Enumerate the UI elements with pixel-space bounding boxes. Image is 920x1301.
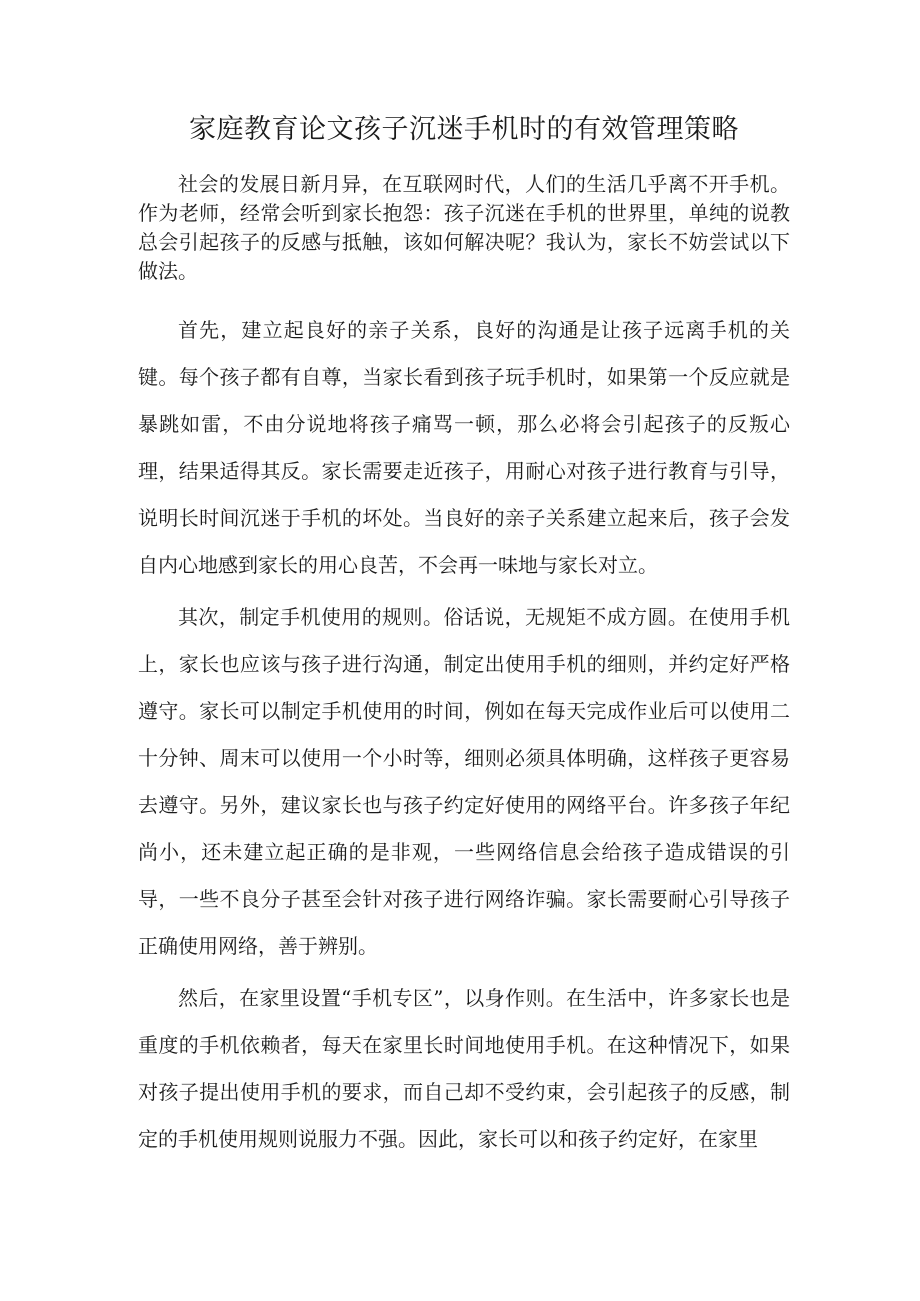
document-title: 家庭教育论文孩子沉迷手机时的有效管理策略 [189,114,739,145]
paragraph-intro: 社会的发展日新月异，在互联网时代，人们的生活几乎离不开手机。作为老师，经常会听到家长抱怨：孩子沉迷在手机的世界里，单纯的说教总会引起孩子的反感与抵触，该如何解决呢？我认为，家长不妨尝试以下做法。 [138,172,790,283]
paragraph-second: 其次，制定手机使用的规则。俗话说，无规矩不成方圆。在使用手机上，家长也应该与孩子进行沟通，制定出使用手机的细则，并约定好严格遵守。家长可以制定手机使用的时间，例如在每天完成作业后可以使用二十分钟、周末可以使用一个小时等，细则必须具体明确，这样孩子更容易去遵守。另外，建议家长也与孩子约定好使用的网络平台。许多孩子年纪尚小，还未建立起正确的是非观，一些网络信息会给孩子造成错误的引导，一些不良分子甚至会针对孩子进行网络诈骗。家长需要耐心引导孩子正确使用网络，善于辨别。 [138,605,790,958]
paragraph-first: 首先，建立起良好的亲子关系，良好的沟通是让孩子远离手机的关键。每个孩子都有自尊，当家长看到孩子玩手机时，如果第一个反应就是暴跳如雷，不由分说地将孩子痛骂一顿，那么必将会引起孩子的反叛心理，结果适得其反。家长需要走近孩子，用耐心对孩子进行教育与引导，说明长时间沉迷于手机的坏处。当良好的亲子关系建立起来后，孩子会发自内心地感到家长的用心良苦，不会再一味地与家长对立。 [138,318,790,577]
paragraph-third: 然后，在家里设置“手机专区”，以身作则。在生活中，许多家长也是重度的手机依赖者，每天在家里长时间地使用手机。在这种情况下，如果对孩子提出使用手机的要求，而自己却不受约束，会引起孩子的反感，制定的手机使用规则说服力不强。因此，家长可以和孩子约定好，在家里 [138,986,790,1151]
